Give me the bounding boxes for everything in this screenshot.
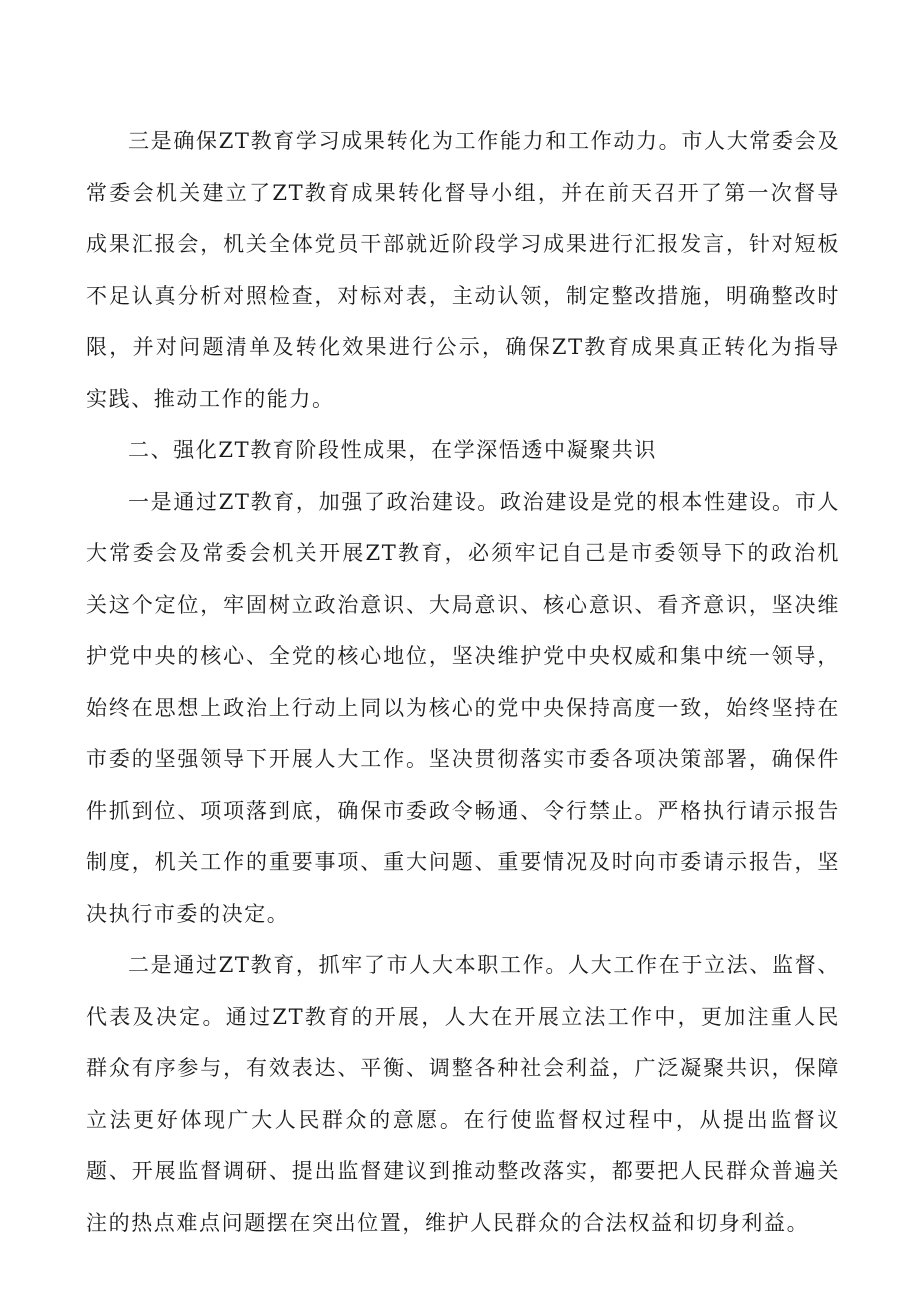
paragraph-core-work: 二是通过ZT教育，抓牢了市人大本职工作。人大工作在于立法、监督、代表及决定。通过ZT教育的开展，人大在开展立法工作中，更加注重人民群众有序参与，有效表达、平衡、调整各种社会利益，广泛凝聚共识，保障立法更好体现广大人民群众的意愿。在行使监督权过程中，从提出监督议题、开展监督调研、提出监督建议到推动整改落实，都要把人民群众普遍关注的热点难点问题摆在突出位置，维护人民群众的合法权益和切身利益。 [86,953,840,1235]
paragraph-conversion-results: 三是确保ZT教育学习成果转化为工作能力和工作动力。市人大常委会及常委会机关建立了ZT教育成果转化督导小组，并在前天召开了第一次督导成果汇报会，机关全体党员干部就近阶段学习成果进行汇报发言，针对短板不足认真分析对照检查，对标对表，主动认领，制定整改措施，明确整改时限，并对问题清单及转化效果进行公示，确保ZT教育成果真正转化为指导实践、推动工作的能力。 [86,129,840,411]
paragraph-political-building: 一是通过ZT教育，加强了政治建设。政治建设是党的根本性建设。市人大常委会及常委会机关开展ZT教育，必须牢记自己是市委领导下的政治机关这个定位，牢固树立政治意识、大局意识、核心意识、看齐意识，坚决维护党中央的核心、全党的核心地位，坚决维护党中央权威和集中统一领导，始终在思想上政治上行动上同以为核心的党中央保持高度一致，始终坚持在市委的坚强领导下开展人大工作。坚决贯彻落实市委各项决策部署，确保件件抓到位、项项落到底，确保市委政令畅通、令行禁止。严格执行请示报告制度，机关工作的重要事项、重大问题、重要情况及时向市委请示报告，坚决执行市委的决定。 [86,489,840,926]
document-body [86,116,840,1249]
section-heading-2: 二、强化ZT教育阶段性成果，在学深悟透中凝聚共识 [128,438,657,462]
